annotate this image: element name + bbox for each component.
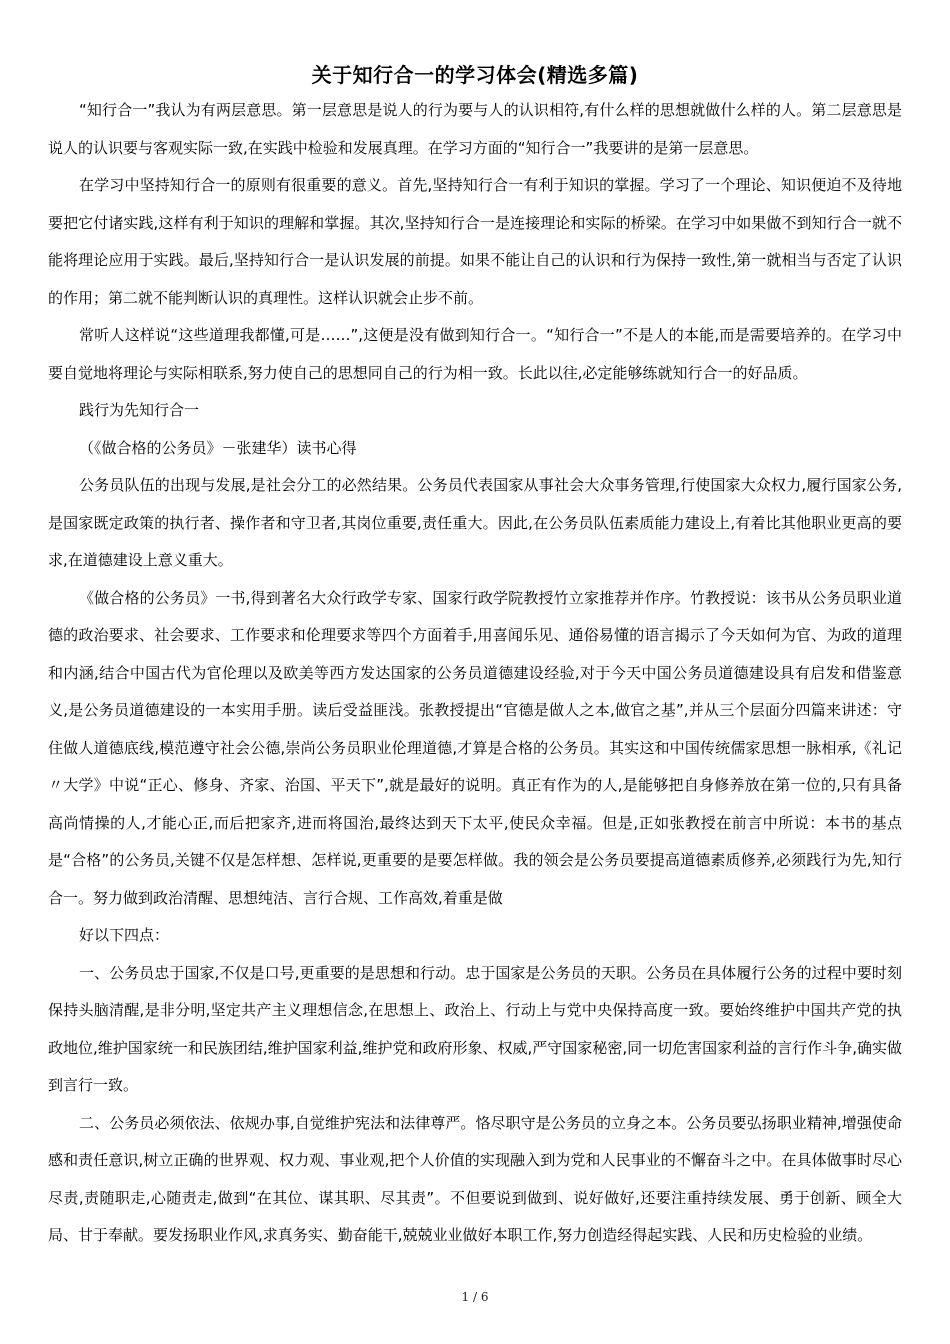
paragraph-4: 公务员队伍的出现与发展,是社会分工的必然结果。公务员代表国家从事社会大众事务管理,行使国家大众权力,履行国家公务,是国家既定政策的执行者、操作者和守卫者,其岗位重要,责任重大。因此,在公务员队伍素质能力建设上,有着比其他职业更高的要求,在道德建设上意义重大。 xyxy=(48,476,902,569)
document-title: 关于知行合一的学习体会(精选多篇) xyxy=(311,63,639,88)
paragraph-1: “知行合一”我认为有两层意思。第一层意思是说人的行为要与人的认识相符,有什么样的思想就做什么样的人。第二层意思是说人的认识要与客观实际一致,在实践中检验和发展真理。在学习方面的“知行合一”我要讲的是第一层意思。 xyxy=(48,101,902,157)
section-heading: 践行为先知行合一 xyxy=(79,401,200,419)
paragraph-7: 一、公务员忠于国家,不仅是口号,更重要的是思想和行动。忠于国家是公务员的天职。公务员在具体履行公务的过程中要时刻保持头脑清醒,是非分明,坚定共产主义理想信念,在思想上、政治上、行动上与党中央保持高度一致。要始终维护中国共产党的执政地位,维护国家统一和民族团结,维护国家利益,维护党和政府形象、权威,严守国家秘密,同一切危害国家利益的言行作斗争,确实做到言行一致。 xyxy=(48,963,902,1094)
paragraph-5: 《做合格的公务员》一书,得到著名大众行政学专家、国家行政学院教授竹立家推荐并作序。竹教授说：该书从公务员职业道德的政治要求、社会要求、工作要求和伦理要求等四个方面着手,用喜闻乐见、通俗易懂的语言揭示了今天如何为官、为政的道理和内涵,结合中国古代为官伦理以及欧美等西方发达国家的公务员道德建设经验,对于今天中国公务员道德建设具有启发和借鉴意义,是公务员道德建设的一本实用手册。读后受益匪浅。张教授提出“官德是做人之本,做官之基”,并从三个层面分四篇来讲述：守住做人道德底线,模范遵守社会公德,崇尚公务员职业伦理道德,才算是合格的公务员。其实这和中国传统儒家思想一脉相承,《礼记〃大学》中说“正心、修身、齐家、治国、平天下”,就是最好的说明。真正有作为的人,是能够把自身修养放在第一位的,只有具备高尚情操的人,才能心正,而后把家齐,进而将国治,最终达到天下太平,使民众幸福。但是,正如张教授在前言中所说：本书的基点是“合格”的公务员,关键不仅是怎样想、怎样说,更重要的是要怎样做。我的领会是公务员要提高道德素质修养,必须践行为先,知行合一。努力做到政治清醒、思想纯洁、言行合规、工作高效,着重是做 xyxy=(48,588,902,907)
document-body xyxy=(48,92,902,1255)
paragraph-8: 二、公务员必须依法、依规办事,自觉维护宪法和法律尊严。恪尽职守是公务员的立身之本。公务员要弘扬职业精神,增强使命感和责任意识,树立正确的世界观、权力观、事业观,把个人价值的实现融入到为党和人民事业的不懈奋斗之中。在具体做事时尽心尽责,责随职走,心随责走,做到“在其位、谋其职、尽其责”。不但要说到做到、说好做好,还要注重持续发展、勇于创新、顾全大局、甘于奉献。要发扬职业作风,求真务实、勤奋能干,兢兢业业做好本职工作,努力创造经得起实践、人民和历史检验的业绩。 xyxy=(48,1113,902,1244)
page-number: 1 / 6 xyxy=(461,1290,489,1304)
paragraph-2: 在学习中坚持知行合一的原则有很重要的意义。首先,坚持知行合一有利于知识的掌握。学习了一个理论、知识便迫不及待地要把它付诸实践,这样有利于知识的理解和掌握。其次,坚持知行合一是连接理论和实际的桥梁。在学习中如果做不到知行合一就不能将理论应用于实践。最后,坚持知行合一是认识发展的前提。如果不能让自己的认识和行为保持一致性,第一就相当与否定了认识的作用；第二就不能判断认识的真理性。这样认识就会止步不前。 xyxy=(48,176,902,307)
paragraph-6: 好以下四点： xyxy=(79,926,170,944)
section-subtitle: （《做合格的公务员》－张建华）读书心得 xyxy=(79,438,357,457)
paragraph-3: 常听人这样说“这些道理我都懂,可是……”,这便是没有做到知行合一。“知行合一”不是人的本能,而是需要培养的。在学习中要自觉地将理论与实际相联系,努力使自己的思想同自己的行为相一致。长此以往,必定能够练就知行合一的好品质。 xyxy=(48,326,902,382)
